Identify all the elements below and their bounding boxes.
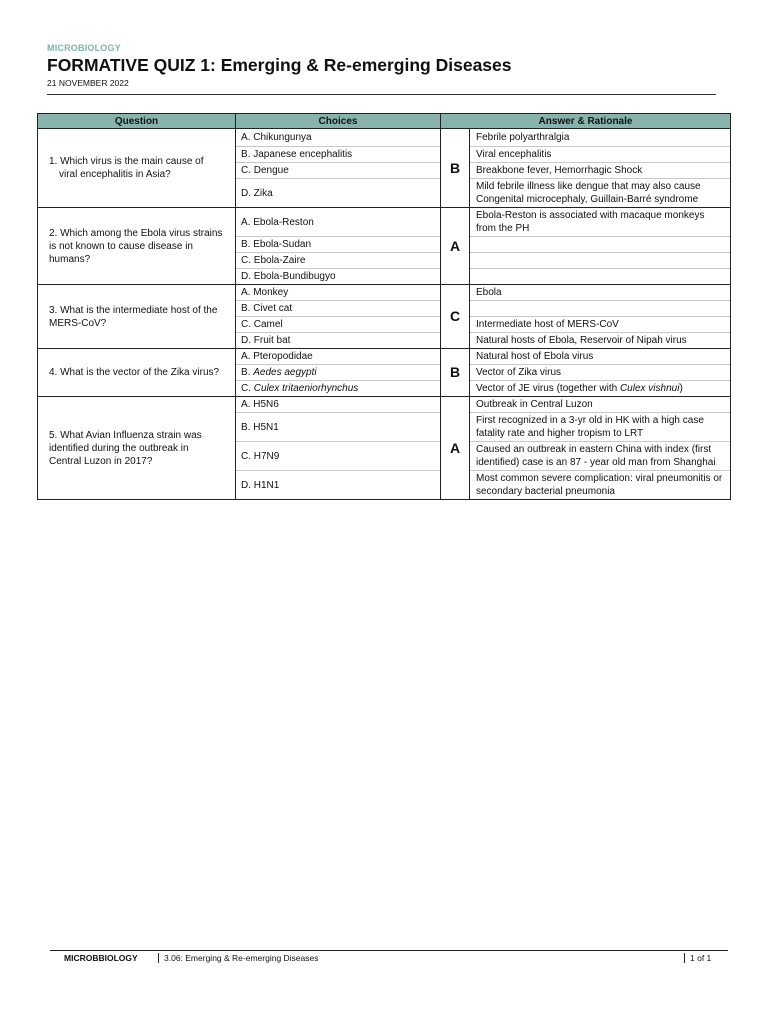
column-header-question: Question	[38, 114, 236, 129]
answer-cell: B	[441, 129, 470, 208]
choice-cell: B. Civet cat	[236, 301, 441, 317]
choice-cell: D. Fruit bat	[236, 333, 441, 349]
rationale-cell: Vector of Zika virus	[470, 365, 731, 381]
choice-species-name: Culex tritaeniorhynchus	[253, 383, 359, 394]
choice-cell: A. Pteropodidae	[236, 349, 441, 365]
question-cell	[38, 129, 236, 208]
subject-label: MICROBIOLOGY	[47, 43, 121, 53]
choice-cell: B. Japanese encephalitis	[236, 147, 441, 163]
rationale-cell: Natural host of Ebola virus	[470, 349, 731, 365]
rationale-cell	[470, 269, 731, 285]
rationale-cell: Ebola-Reston is associated with macaque monkeys from the PH	[470, 208, 731, 237]
question-text-line1: 1. Which virus is the main cause of	[49, 156, 204, 167]
answer-cell: A	[441, 208, 470, 285]
rationale-cell: Breakbone fever, Hemorrhagic Shock	[470, 163, 731, 179]
question-text-line2: viral encephalitis in Asia?	[59, 169, 171, 180]
choice-cell: A. H5N6	[236, 397, 441, 413]
table-header-row	[38, 114, 731, 129]
answer-cell: A	[441, 397, 470, 500]
choice-cell	[236, 381, 441, 397]
rationale-text: Vector of JE virus (together with	[476, 383, 620, 394]
answer-cell: B	[441, 349, 470, 397]
rationale-cell: Mild febrile illness like dengue that may also cause Congenital microcephaly, Guillain-Barré syndrome	[470, 179, 731, 208]
question-cell: 2. Which among the Ebola virus strains is not known to cause disease in humans?	[38, 208, 236, 285]
choice-prefix: B.	[241, 367, 254, 378]
column-header-answer-rationale: Answer & Rationale	[441, 114, 731, 129]
footer-separator	[684, 953, 685, 963]
table-row	[38, 129, 731, 147]
choice-cell: B. H5N1	[236, 413, 441, 442]
rationale-cell: Outbreak in Central Luzon	[470, 397, 731, 413]
rationale-cell: Febrile polyarthralgia	[470, 129, 731, 147]
table-row	[38, 285, 731, 301]
rationale-cell: Natural hosts of Ebola, Reservoir of Nipah virus	[470, 333, 731, 349]
choice-prefix: C.	[241, 383, 254, 394]
footer-divider	[50, 950, 728, 951]
table-row	[38, 208, 731, 237]
question-cell: 5. What Avian Influenza strain was identified during the outbreak in Central Luzon in 2017?	[38, 397, 236, 500]
table-row	[38, 349, 731, 365]
choice-cell: A. Chikungunya	[236, 129, 441, 147]
quiz-date: 21 NOVEMBER 2022	[47, 78, 129, 88]
choice-cell	[236, 365, 441, 381]
choice-cell: D. Ebola-Bundibugyo	[236, 269, 441, 285]
choice-cell: D. H1N1	[236, 471, 441, 500]
rationale-cell: First recognized in a 3-yr old in HK with a high case fatality rate and higher tropism to LRT	[470, 413, 731, 442]
rationale-species-name: Culex vishnui	[619, 383, 680, 394]
header-divider	[47, 94, 716, 95]
choice-cell: A. Monkey	[236, 285, 441, 301]
rationale-cell: Caused an outbreak in eastern China with index (first identified) case is an 87 - year old man from Shanghai	[470, 442, 731, 471]
footer-topic: 3.06: Emerging & Re-emerging Diseases	[164, 953, 319, 963]
choice-cell: C. Ebola-Zaire	[236, 253, 441, 269]
question-cell: 4. What is the vector of the Zika virus?	[38, 349, 236, 397]
choice-cell: C. Camel	[236, 317, 441, 333]
page-title: FORMATIVE QUIZ 1: Emerging & Re-emerging Diseases	[47, 55, 512, 75]
rationale-text-end: )	[679, 383, 683, 394]
rationale-cell: Most common severe complication: viral pneumonitis or secondary bacterial pneumonia	[470, 471, 731, 500]
quiz-table	[37, 113, 731, 500]
rationale-cell	[470, 237, 731, 253]
choice-species-name: Aedes aegypti	[253, 367, 317, 378]
answer-cell: C	[441, 285, 470, 349]
table-row	[38, 397, 731, 413]
rationale-cell: Intermediate host of MERS-CoV	[470, 317, 731, 333]
rationale-cell: Viral encephalitis	[470, 147, 731, 163]
choice-cell: B. Ebola-Sudan	[236, 237, 441, 253]
question-cell: 3. What is the intermediate host of the MERS-CoV?	[38, 285, 236, 349]
choice-cell: A. Ebola-Reston	[236, 208, 441, 237]
choice-cell: C. Dengue	[236, 163, 441, 179]
footer-subject: MICROBBIOLOGY	[64, 953, 138, 963]
choice-cell: C. H7N9	[236, 442, 441, 471]
footer-page-number: 1 of 1	[690, 953, 712, 963]
choice-cell: D. Zika	[236, 179, 441, 208]
rationale-cell	[470, 381, 731, 397]
rationale-cell	[470, 253, 731, 269]
footer-separator	[158, 953, 159, 963]
rationale-cell	[470, 301, 731, 317]
column-header-choices: Choices	[236, 114, 441, 129]
rationale-cell: Ebola	[470, 285, 731, 301]
